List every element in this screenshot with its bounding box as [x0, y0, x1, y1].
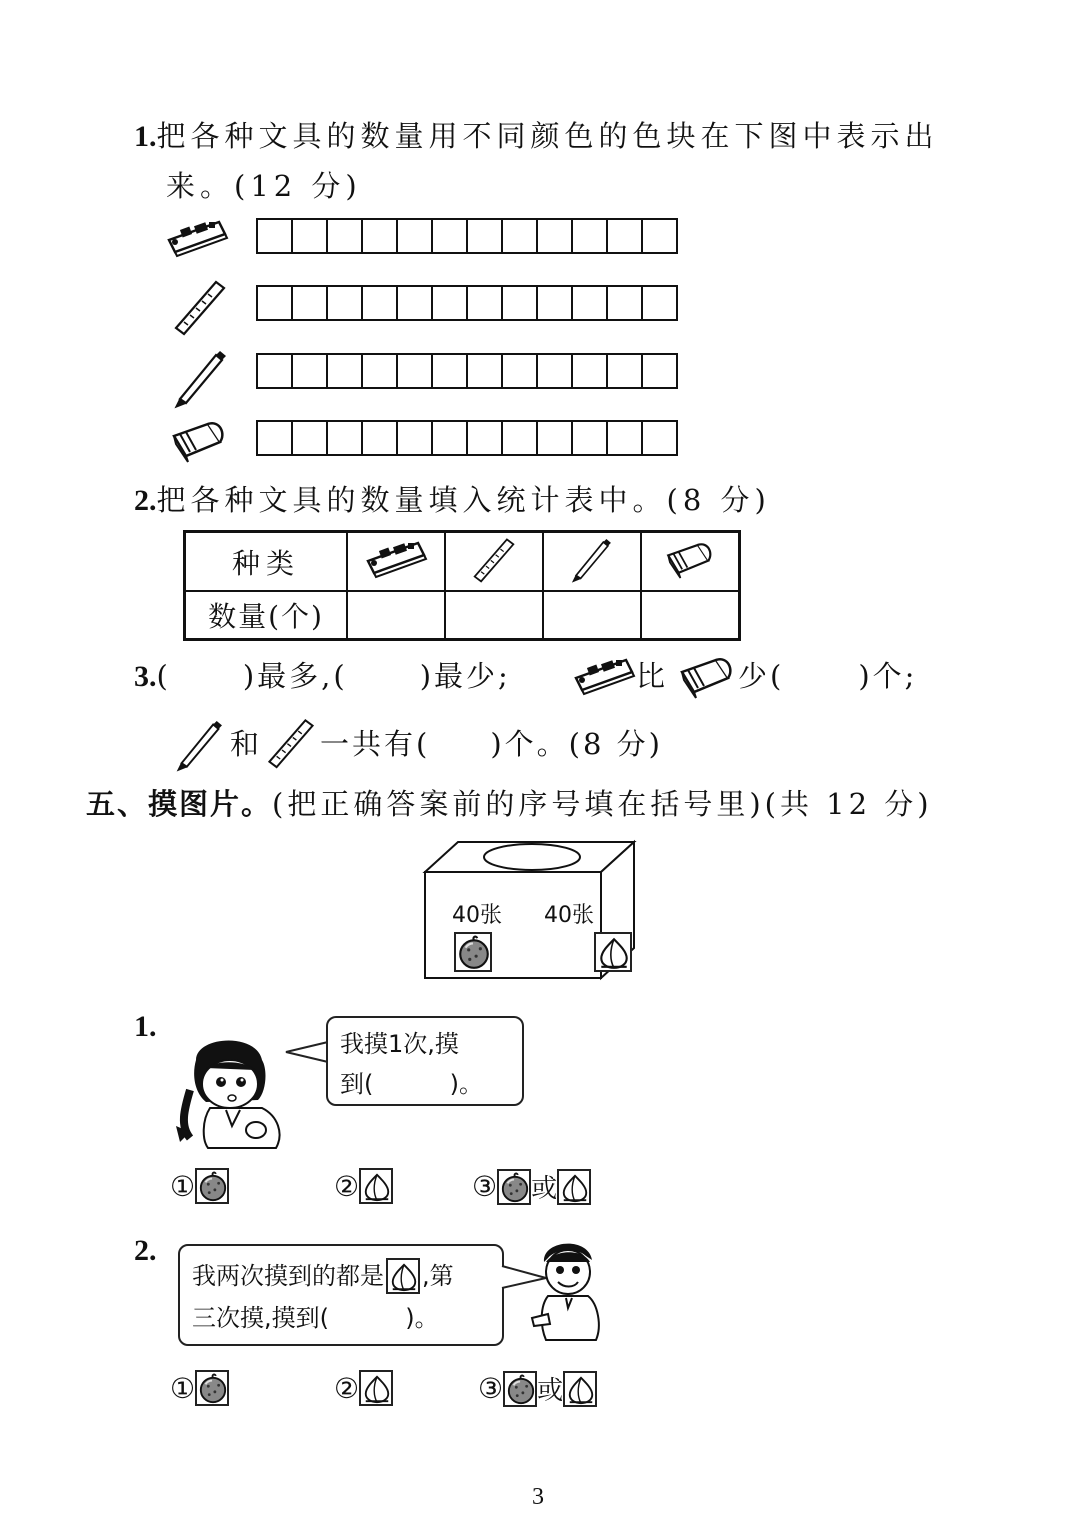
ruler-icon: [469, 533, 519, 583]
grid-cell[interactable]: [293, 287, 328, 319]
stat-count-cell[interactable]: [347, 591, 445, 640]
bubble-tail: [284, 1040, 332, 1064]
grid-cell[interactable]: [573, 220, 608, 252]
grid-cell[interactable]: [258, 220, 293, 252]
grid-cell[interactable]: [328, 220, 363, 252]
stat-col-eraser: [641, 532, 740, 592]
grid-cell[interactable]: [328, 422, 363, 454]
s5q2-option-1[interactable]: [170, 1370, 229, 1406]
grid-cell[interactable]: [363, 355, 398, 387]
grid-cell[interactable]: [398, 220, 433, 252]
ruler-icon: [170, 274, 230, 336]
q2-number: 2.: [134, 484, 157, 517]
section5-title: [86, 782, 933, 823]
eraser-icon: [676, 650, 738, 700]
grid-cell[interactable]: [643, 220, 676, 252]
box-label-peach: 40张: [544, 903, 594, 928]
option-number: ③: [478, 1372, 504, 1405]
grid-cell[interactable]: [293, 220, 328, 252]
peach-icon: [362, 1373, 392, 1405]
grid-cell[interactable]: [573, 355, 608, 387]
boy-illustration: [526, 1236, 608, 1348]
grid-cell[interactable]: [363, 287, 398, 319]
q1-line1: [134, 114, 939, 155]
pencil-case-icon: [572, 652, 636, 698]
peach-card: [359, 1168, 393, 1204]
stat-count-row: [185, 591, 740, 640]
grid-cell[interactable]: [538, 422, 573, 454]
grid-cell[interactable]: [433, 355, 468, 387]
q3-paren-open: (: [156, 659, 171, 693]
bubble-boy-line1: [192, 1254, 502, 1298]
grid-cell[interactable]: [468, 287, 503, 319]
stat-count-cell[interactable]: [445, 591, 543, 640]
option-number: ①: [170, 1169, 196, 1203]
grid-cell[interactable]: [433, 422, 468, 454]
grid-cell[interactable]: [258, 355, 293, 387]
stat-table: [183, 530, 741, 641]
grid-cell[interactable]: [538, 287, 573, 319]
ruler-icon: [264, 712, 318, 770]
s5q1-option-1[interactable]: [170, 1168, 229, 1204]
girl-illustration: [166, 1030, 296, 1150]
grid-cell[interactable]: [608, 287, 643, 319]
pencil-icon: [172, 343, 230, 409]
grid-cell[interactable]: [363, 220, 398, 252]
s5q2-option-2[interactable]: [334, 1370, 393, 1406]
q2-text: 把各种文具的数量填入统计表中。(8 分): [156, 483, 771, 517]
or-text: 或: [531, 1174, 558, 1204]
peach-card: [386, 1258, 420, 1294]
grid-cell[interactable]: [363, 422, 398, 454]
apple-card: [497, 1169, 531, 1205]
grid-cell[interactable]: [573, 422, 608, 454]
grid-cell[interactable]: [328, 355, 363, 387]
grid-cell[interactable]: [503, 220, 538, 252]
grid-cell[interactable]: [258, 422, 293, 454]
apple-icon: [198, 1373, 228, 1405]
grid-cell[interactable]: [538, 355, 573, 387]
apple-card: [454, 932, 492, 972]
grid-cell[interactable]: [643, 422, 676, 454]
stat-header-label: 种类: [185, 532, 348, 592]
peach-card: [594, 932, 632, 972]
stat-row-label: 数量(个): [185, 591, 348, 640]
q3-least-text: )最少;: [419, 659, 511, 693]
q3-most-text: )最多,(: [242, 659, 348, 693]
peach-icon: [389, 1261, 419, 1293]
peach-card: [359, 1370, 393, 1406]
q1-grid-pencil[interactable]: [256, 353, 678, 389]
apple-card: [195, 1370, 229, 1406]
q3-line2: [320, 722, 663, 763]
s5q2-option-3[interactable]: [478, 1370, 597, 1407]
eraser-icon: [663, 536, 717, 580]
apple-icon: [198, 1171, 228, 1203]
q3-and: 和: [230, 727, 265, 761]
q3-less-text: 少(: [738, 659, 785, 693]
grid-cell[interactable]: [503, 422, 538, 454]
s5q1-number: 1.: [134, 1010, 157, 1043]
q1-number: 1.: [134, 120, 157, 153]
apple-icon: [457, 935, 491, 971]
q3-number: 3.: [134, 660, 157, 693]
bubble-girl-line1: 我摸1次,摸: [340, 1030, 459, 1058]
q3-unit-text: )个;: [858, 659, 918, 693]
grid-cell[interactable]: [643, 287, 676, 319]
speech-bubble-girl: [326, 1016, 524, 1106]
section5-instructions: (把正确答案前的序号填在括号里)(共 12 分): [272, 787, 933, 821]
q1-text-line1: 把各种文具的数量用不同颜色的色块在下图中表示出: [156, 119, 939, 153]
option-number: ③: [472, 1170, 498, 1203]
apple-card: [195, 1168, 229, 1204]
option-number: ①: [170, 1371, 196, 1405]
stat-count-cell[interactable]: [641, 591, 740, 640]
grid-cell[interactable]: [258, 287, 293, 319]
grid-cell[interactable]: [468, 355, 503, 387]
peach-card: [557, 1169, 591, 1205]
or-text: 或: [537, 1376, 564, 1406]
grid-cell[interactable]: [538, 220, 573, 252]
q1-text-line2: 来。(12 分): [166, 169, 362, 203]
stat-col-pencil-case: [347, 532, 445, 592]
box-label-apple: 40张: [452, 903, 502, 928]
grid-cell[interactable]: [643, 355, 676, 387]
apple-card: [503, 1371, 537, 1407]
q3-score-text: )个。(8 分): [490, 727, 663, 761]
pencil-case-icon: [364, 535, 428, 581]
grid-cell[interactable]: [293, 355, 328, 387]
pencil-case-icon: [165, 214, 229, 260]
grid-cell[interactable]: [608, 220, 643, 252]
s5q2-number: 2.: [134, 1234, 157, 1267]
s5q1-option-3[interactable]: [472, 1168, 591, 1205]
grid-cell[interactable]: [433, 220, 468, 252]
grid-cell[interactable]: [398, 287, 433, 319]
section5-heading: 五、摸图片。: [86, 787, 273, 821]
pencil-icon: [569, 533, 615, 583]
grid-cell[interactable]: [503, 287, 538, 319]
q3-total-text: 一共有(: [320, 727, 431, 761]
stat-count-cell[interactable]: [543, 591, 641, 640]
peach-card: [563, 1371, 597, 1407]
grid-cell[interactable]: [608, 422, 643, 454]
apple-icon: [506, 1374, 536, 1406]
bubble-boy-text-a: 我两次摸到的都是: [192, 1262, 384, 1290]
q1-grid-ruler[interactable]: [256, 285, 678, 321]
q3-line1: [134, 654, 511, 695]
q1-grid-eraser[interactable]: [256, 420, 678, 456]
option-number: ②: [334, 1169, 360, 1203]
grid-cell[interactable]: [503, 355, 538, 387]
peach-icon: [566, 1374, 596, 1406]
grid-cell[interactable]: [433, 287, 468, 319]
q2-line: [134, 478, 771, 519]
bubble-boy-text-b: ,第: [422, 1262, 454, 1290]
peach-icon: [362, 1171, 392, 1203]
q3-compare: 比: [636, 659, 671, 693]
apple-icon: [500, 1172, 530, 1204]
grid-cell[interactable]: [608, 355, 643, 387]
page-number: 3: [532, 1484, 544, 1510]
speech-bubble-boy: [178, 1244, 504, 1346]
grid-cell[interactable]: [293, 422, 328, 454]
eraser-icon: [168, 414, 230, 464]
q3-less-line: [738, 654, 917, 695]
q1-grid-pencil-case[interactable]: [256, 218, 678, 254]
stat-header-row: [185, 532, 740, 592]
peach-icon: [560, 1172, 590, 1204]
option-number: ②: [334, 1371, 360, 1405]
grid-cell[interactable]: [468, 422, 503, 454]
stat-col-ruler: [445, 532, 543, 592]
grid-cell[interactable]: [398, 422, 433, 454]
bubble-boy-line2: 三次摸,摸到( )。: [192, 1304, 439, 1332]
peach-icon: [597, 935, 631, 971]
grid-cell[interactable]: [328, 287, 363, 319]
stat-col-pencil: [543, 532, 641, 592]
grid-cell[interactable]: [398, 355, 433, 387]
pencil-icon: [174, 714, 226, 772]
grid-cell[interactable]: [573, 287, 608, 319]
bubble-girl-line2: 到( )。: [340, 1070, 484, 1098]
grid-cell[interactable]: [468, 220, 503, 252]
s5q1-option-2[interactable]: [334, 1168, 393, 1204]
